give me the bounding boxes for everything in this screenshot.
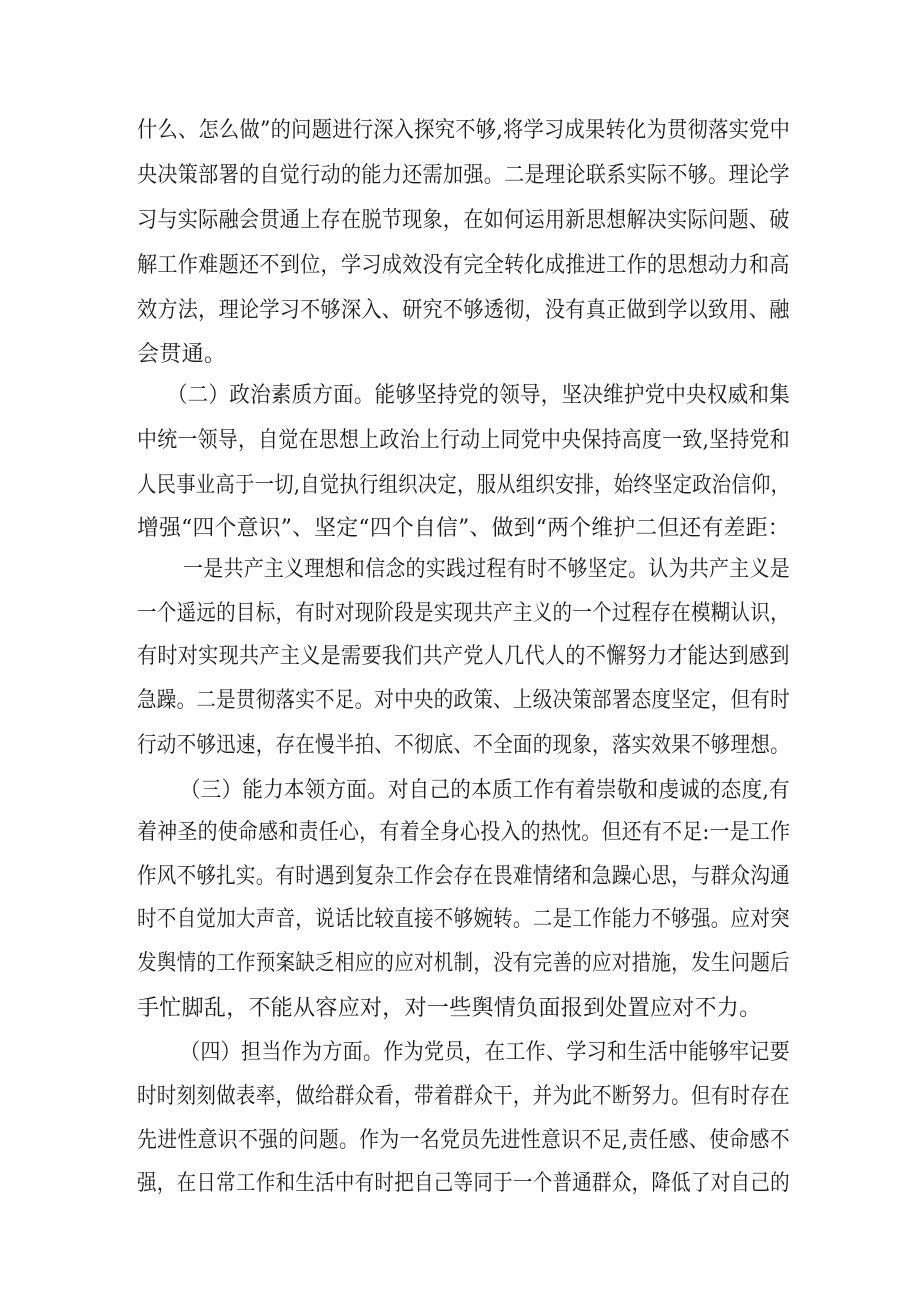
text-line: 行动不够迅速，存在慢半拍、不彻底、不全面的现象，落实效果不够理想。 [137, 733, 790, 758]
text-line: 效方法，理论学习不够深入、研究不够透彻，没有真正做到学以致用、融 [137, 298, 790, 323]
text-line: 时时刻刻做表率，做给群众看，带着群众干，并为此不断努力。但有时存在 [137, 1084, 790, 1109]
text-line: 什么、怎么做”的问题进行深入探究不够,将学习成果转化为贯彻落实党中 [137, 118, 791, 143]
text-line: 急躁。二是贯彻落实不足。对中央的政策、上级决策部署态度坚定，但有时 [137, 688, 790, 713]
section-heading-line: （四）担当作为方面。作为党员，在工作、学习和生活中能够牢记要 [180, 1040, 791, 1065]
text-line: 发舆情的工作预案缺乏相应的应对机制，没有完善的应对措施，发生问题后 [137, 951, 790, 976]
text-line: 央决策部署的自觉行动的能力还需加强。二是理论联系实际不够。理论学 [137, 163, 790, 188]
text-line: 会贯通。 [137, 342, 227, 367]
text-line: 有时对实现共产主义是需要我们共产党人几代人的不懈努力才能达到感到 [137, 644, 790, 669]
text-line: 着神圣的使命感和责任心，有着全身心投入的热忱。但还有不足:一是工作 [137, 820, 791, 845]
text-line: 作风不够扎实。有时遇到复杂工作会存在畏难情绪和急躁心思，与群众沟通 [137, 864, 790, 889]
section-heading-line: （二）政治素质方面。能够坚持党的领导，坚决维护党中央权威和集 [167, 383, 790, 408]
text-line: 习与实际融会贯通上存在脱节现象，在如何运用新思想解决实际问题、破 [137, 208, 790, 233]
text-line: 先进性意识不强的问题。作为一名党员先进性意识不足,责任感、使命感不 [137, 1128, 790, 1153]
text-line: 中统一领导，自觉在思想上政治上行动上同党中央保持高度一致,坚持党和 [137, 428, 790, 453]
text-line: 解工作难题还不到位，学习成效没有完全转化成推进工作的思想动力和高 [137, 253, 790, 278]
section-heading-line: （三）能力本领方面。对自己的本质工作有着崇敬和虔诚的态度,有 [180, 778, 790, 803]
text-line: 时不自觉加大声音，说话比较直接不够婉转。二是工作能力不够强。应对突 [137, 907, 790, 932]
text-line: 手忙脚乱，不能从容应对，对一些舆情负面报到处置应对不力。 [137, 996, 762, 1021]
text-line: 一是共产主义理想和信念的实践过程有时不够坚定。认为共产主义是 [183, 557, 790, 582]
text-line: 增强“四个意识”、坚定“四个自信”、做到“两个维护二但还有差距： [137, 516, 790, 541]
text-line: 人民事业高于一切,自觉执行组织决定，服从组织安排，始终坚定政治信仰， [137, 473, 791, 498]
text-line: 强，在日常工作和生活中有时把自己等同于一个普通群众，降低了对自己的 [137, 1171, 790, 1196]
text-line: 一个遥远的目标，有时对现阶段是实现共产主义的一个过程存在模糊认识， [137, 601, 790, 626]
